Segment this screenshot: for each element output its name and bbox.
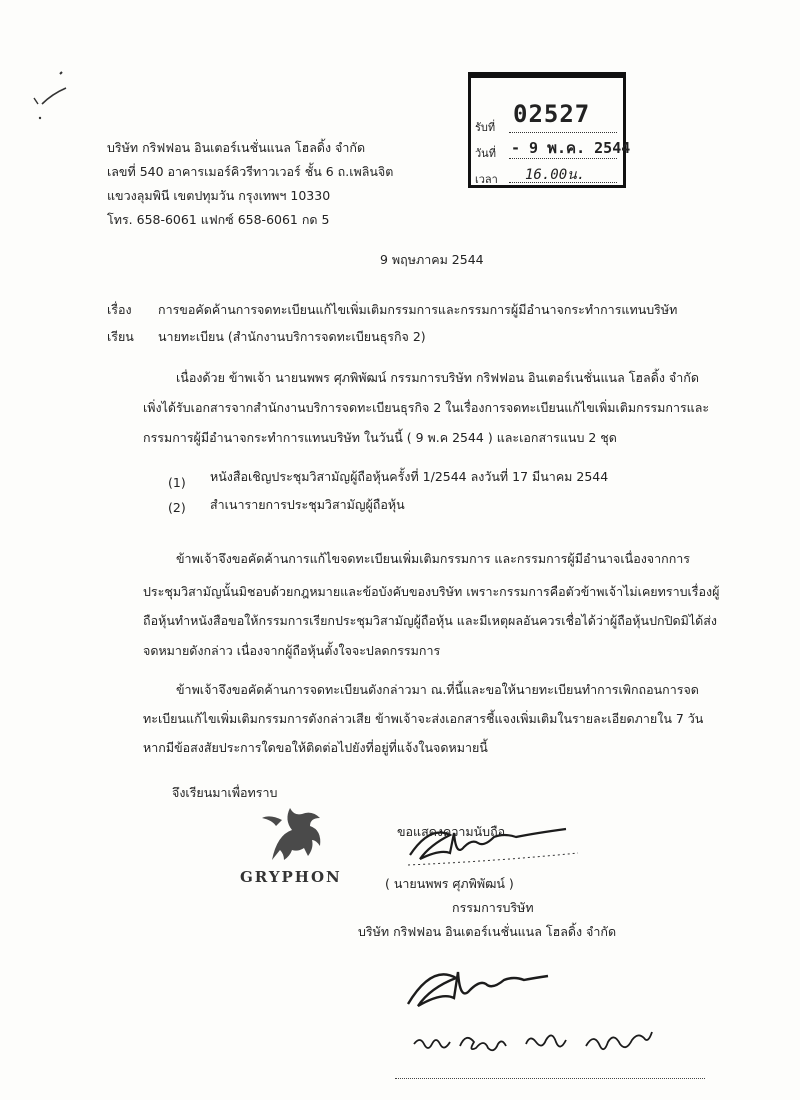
- stamp-date-label: วันที่: [475, 147, 496, 160]
- subject-label: เรื่อง: [107, 302, 132, 317]
- signer-company: บริษัท กริฟฟอน อินเตอร์เนชั่นแนล โฮลดิ้ง จำกัด: [358, 924, 617, 939]
- stamp-number: 02527: [513, 100, 591, 128]
- scan-marks: [20, 68, 80, 128]
- letter-date: 9 พฤษภาคม 2544: [380, 252, 484, 267]
- attachment-number: (2): [168, 500, 186, 515]
- attachment-number: (1): [168, 475, 186, 490]
- to-label: เรียน: [107, 329, 134, 344]
- stamp-time: 16.00น.: [525, 167, 586, 183]
- closing-text: จึงเรียนมาเพื่อทราบ: [172, 785, 278, 800]
- footer-rule: [395, 1078, 705, 1079]
- signer-name: ( นายนพพร ศุภพิพัฒน์ ): [385, 876, 514, 891]
- paragraph-1-line: เพิ่งได้รับเอกสารจากสำนักงานบริการจดทะเบียนธุรกิจ 2 ในเรื่องการจดทะเบียนแก้ไขเพิ่มเติมกรรมการและ: [143, 400, 710, 415]
- handwritten-name: [410, 1022, 690, 1062]
- attachment-text: สำเนารายการประชุมวิสามัญผู้ถือหุ้น: [210, 497, 405, 512]
- paragraph-2-line: ข้าพเจ้าจึงขอคัดค้านการแก้ไขจดทะเบียนเพิ่มเติมกรรมการ และกรรมการผู้มีอำนาจเนื่องจากการ: [176, 551, 691, 566]
- paragraph-3-line: ข้าพเจ้าจึงขอคัดค้านการจดทะเบียนดังกล่าวมา ณ.ที่นี้และขอให้นายทะเบียนทำการเพิกถอนการจด: [176, 682, 699, 697]
- signature: [400, 815, 600, 875]
- paragraph-3-line: หากมีข้อสงสัยประการใดขอให้ติดต่อไปยังที่อยู่ที่แจ้งในจดหมายนี้: [143, 740, 488, 755]
- logo-text: GRYPHON: [240, 868, 342, 886]
- attachment-text: หนังสือเชิญประชุมวิสามัญผู้ถือหุ้นครั้งที่ 1/2544 ลงวันที่ 17 มีนาคม 2544: [210, 469, 609, 484]
- stamp-time-label: เวลา: [475, 173, 498, 186]
- signer-position: กรรมการบริษัท: [452, 900, 534, 915]
- stamp-date: - 9 พ.ค. 2544: [511, 139, 631, 157]
- paragraph-2-line: ถือหุ้นทำหนังสือขอให้กรรมการเรียกประชุมวิสามัญผู้ถือหุ้น และมีเหตุผลอันควรเชื่อได้ว่าผู้ถือหุ้นปกปิดมิได้ส่ง: [143, 613, 718, 628]
- paragraph-1-line: กรรมการผู้มีอำนาจกระทำการแทนบริษัท ในวันนี้ ( 9 พ.ค 2544 ) และเอกสารแนบ 2 ชุด: [143, 430, 617, 445]
- paragraph-1-line: เนื่องด้วย ข้าพเจ้า นายนพพร ศุภพิพัฒน์ กรรมการบริษัท กริฟฟอน อินเตอร์เนชั่นแนล โฮลดิ้ง จำกัด: [176, 370, 699, 385]
- sender-phone: โทร. 658-6061 แฟกซ์ 658-6061 กด 5: [107, 212, 330, 227]
- to-text: นายทะเบียน (สำนักงานบริการจดทะเบียนธุรกิจ 2): [158, 329, 426, 344]
- gryphon-logo-icon: [252, 800, 342, 870]
- subject-text: การขอคัดค้านการจดทะเบียนแก้ไขเพิ่มเติมกรรมการและกรรมการผู้มีอำนาจกระทำการแทนบริษัท: [158, 302, 678, 317]
- sender-address-2: แขวงลุมพินี เขตปทุมวัน กรุงเทพฯ 10330: [107, 188, 331, 203]
- receipt-stamp: [468, 72, 631, 188]
- sender-address-1: เลขที่ 540 อาคารเมอร์คิวรีทาวเวอร์ ชั้น 6 ถ.เพลินจิต: [107, 164, 394, 179]
- respect-text: ขอแสดงความนับถือ: [397, 824, 506, 839]
- paragraph-2-line: จดหมายดังกล่าว เนื่องจากผู้ถือหุ้นตั้งใจจะปลดกรรมการ: [143, 643, 441, 658]
- stamp-number-label: รับที่: [475, 121, 496, 134]
- paragraph-2-line: ประชุมวิสามัญนั้นมิชอบด้วยกฎหมายและข้อบังคับของบริษัท เพราะกรรมการคือตัวข้าพเจ้าไม่เคยทราบเรื่องผู้: [143, 584, 720, 599]
- paragraph-3-line: ทะเบียนแก้ไขเพิ่มเติมกรรมการดังกล่าวเสีย ข้าพเจ้าจะส่งเอกสารชี้แจงเพิ่มเติมในรายละเอียดภายใน 7 วัน: [143, 711, 704, 726]
- sender-name: บริษัท กริฟฟอน อินเตอร์เนชั่นแนล โฮลดิ้ง จำกัด: [107, 140, 366, 155]
- signature: [400, 960, 580, 1020]
